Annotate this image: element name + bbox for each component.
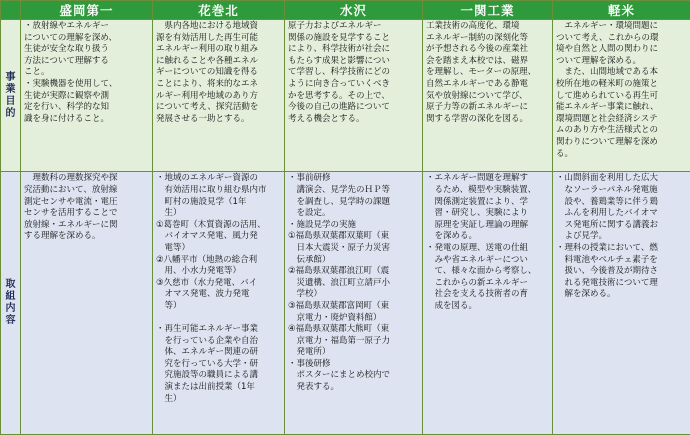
cell-text-line: バイオマス発電、風力発	[156, 231, 258, 242]
cell-text-line: ついて考え、これからの環	[556, 32, 659, 43]
row-label-char: 的	[5, 107, 16, 119]
cell-text-line: かを思考する。その上で、	[288, 90, 390, 101]
cell-text-line: ポスターにまとめ校内で	[288, 370, 391, 381]
activity-cell	[553, 172, 690, 435]
cell-text-line: 定を行い、科学的な知	[24, 102, 110, 113]
cell-text-line: なソーラーパネル発電施	[556, 184, 658, 195]
cell-text-line: ス発電所に関する講義お	[556, 219, 659, 230]
cell-text-line: センサを活用することで	[24, 208, 118, 219]
cell-text-line: ・地域のエネルギー資源の	[156, 173, 259, 184]
cell-text-line: 測定センサや電流・電圧	[24, 196, 118, 207]
row-label-char: 目	[5, 95, 16, 107]
cell-text-line: 電等）	[156, 242, 191, 253]
cell-text-line: 体、エネルギー関連の研	[156, 347, 259, 358]
cell-text-line: 講演会、見学先のＨＰ等	[288, 184, 391, 195]
cell-text-line: ③福島県双葉郡富岡町（東	[288, 300, 390, 311]
cell-text-line: ふんを利用したバイオマ	[556, 208, 658, 219]
cell-text-line: 有効活用に取り組む県内市	[156, 184, 267, 195]
cell-text-line: 町村の施設見学（1年	[156, 196, 247, 207]
header-row	[1, 1, 690, 20]
cell-text-line: みや省エネルギーについ	[426, 254, 528, 265]
cell-text-line: 関係測定装置により、学	[426, 196, 529, 207]
row-label-char: 内	[5, 303, 16, 315]
cell-text-line: 扱い、今後普及が期待さ	[556, 266, 659, 277]
cell-text-line: ②八幡平市（地熱の総合利	[156, 254, 258, 265]
cell-text-line: 工業技術の高度化、環境	[426, 21, 520, 32]
cell-text-line: 演または出前授業（1年	[156, 382, 255, 393]
cell-text-line: についての理解を深め、	[24, 32, 117, 43]
cell-text-line: ことにより、将来的なエネ	[156, 79, 259, 89]
cell-text-line: ・事前研修	[288, 173, 331, 184]
cell-text-line: 京電力・福島第一原子力	[288, 335, 391, 346]
cell-text-line: 環境問題と社会経済システ	[556, 113, 658, 124]
header-school: 盛岡第一	[21, 1, 153, 20]
cell-text-line: て学習し、科学技術にどの	[288, 67, 391, 78]
cell-text-line: 日本大震災・原子力災害	[288, 242, 391, 253]
cell-text-line: 究を行っている大学・研	[156, 358, 259, 369]
cell-text-line: ・事後研修	[288, 358, 331, 369]
cell-text-line	[156, 313, 281, 325]
purpose-cell	[153, 20, 285, 172]
cell-text-line: ・理科の授業において、燃	[556, 242, 658, 253]
cell-text-line: 関係の施設を見学すること	[288, 32, 391, 43]
cell-text-line: 発電所）	[288, 347, 331, 358]
row-label-purpose	[1, 20, 21, 172]
table-row-activities	[1, 172, 690, 435]
cell-text-line: 放射線・エネルギーに関	[24, 219, 118, 230]
activity-cell	[21, 172, 153, 435]
cell-text-line: エネルギー制約の深刻化等	[426, 32, 529, 43]
cell-text-line: 京電力・廃炉資料館）	[288, 312, 382, 323]
purpose-cell	[285, 20, 423, 172]
cell-text-line: 究活動において、放射線	[24, 184, 118, 195]
cell-text-line: これからの新エネルギー	[426, 277, 529, 288]
cell-text-line: ①福島県双葉郡双葉町（東	[288, 231, 390, 242]
cell-text-line: 方法について理解する	[24, 55, 109, 66]
cell-text-line: よび見学。	[556, 231, 608, 242]
cell-text-line: 生徒が実際に観察や測	[24, 90, 110, 101]
header-school: 水沢	[285, 1, 423, 20]
cell-text-line: 会を踏まえ本校では、磁界	[426, 55, 529, 66]
cell-text-line: 成を図る。	[426, 300, 478, 311]
cell-text-line: を行っている企業や自治	[156, 335, 259, 346]
cell-text-line: 識を身に付けること。	[24, 113, 110, 124]
cell-text-line: 災遺構、浪江町立請戸小	[288, 277, 391, 288]
cell-text-line: ・発電の原理、送電の仕組	[426, 242, 529, 253]
cell-text-line: 究施設等の職員による講	[156, 370, 259, 381]
cell-text-line: ように向き合っていくべき	[288, 79, 391, 89]
header-school: 花巻北	[153, 1, 285, 20]
cell-text-line: に触れることや各種エネル	[156, 55, 259, 66]
cell-text-line: ④福島県双葉郡大熊町（東	[288, 324, 390, 335]
cell-text-line: 境や自然と人間の関わりに	[556, 44, 659, 55]
header-school: 軽米	[553, 1, 690, 20]
cell-text-line: 関わりについて理解を深め	[556, 136, 658, 147]
cell-text-line: 設や、養鶏業等に伴う鶏	[556, 196, 658, 207]
activity-cell	[285, 172, 423, 435]
purpose-cell	[423, 20, 553, 172]
cell-text-line: て、様々な面から考察し、	[426, 266, 537, 277]
cell-text-line: が予想される今後の産業社	[426, 44, 529, 55]
cell-text-line: 社会を支える技術者の育	[426, 289, 529, 300]
cell-text-line: 学校）	[288, 289, 323, 300]
corner-cell	[1, 1, 21, 20]
cell-text-line: ついて理解を深める。	[556, 55, 642, 66]
cell-text-line: 源を有効活用した再生可能	[156, 32, 259, 43]
cell-text-line: 発展させる一助とする。	[156, 113, 250, 124]
cell-text-line: るため、模型や実験装置、	[426, 184, 537, 195]
cell-text-line: ・エネルギー問題を理解す	[426, 173, 529, 184]
purpose-cell	[21, 20, 153, 172]
cell-text-line: 伝承館）	[288, 254, 331, 265]
cell-text-line: れる発電技術について理	[556, 277, 658, 288]
cell-text-line: 原子力等の新エネルギーに	[426, 102, 529, 113]
row-label-char: 事	[5, 71, 16, 83]
cell-text-line: 能エネルギー事業に触れ、	[556, 102, 659, 113]
cell-text-line: ②福島県双葉郡浪江町（震	[288, 266, 390, 277]
cell-text-line: ①葛巻町（木質資源の活用、	[156, 219, 266, 230]
header-school: 一関工業	[423, 1, 553, 20]
purpose-cell	[553, 20, 690, 172]
cell-text-line: により、科学技術が社会に	[288, 44, 391, 55]
cell-text-line: る。	[556, 148, 574, 159]
row-label-char: 組	[5, 291, 16, 303]
cell-text-line: 習・研究し、実験により	[426, 208, 529, 219]
row-label-char: 取	[5, 279, 16, 291]
cell-text-line: 用、小水力発電等）	[156, 266, 242, 277]
row-label-char: 容	[5, 315, 16, 327]
table-row-purpose	[1, 20, 690, 172]
cell-text-line: エネルギー・環境問題に	[556, 21, 659, 32]
cell-text-line: を設定。	[288, 208, 331, 219]
cell-text-line: 原子力およびエネルギー	[288, 21, 382, 32]
cell-text-line: 生）	[156, 393, 182, 404]
activity-cell	[423, 172, 553, 435]
cell-text-line: 料電池やペルチェ素子を	[556, 254, 658, 265]
cell-text-line: 生徒が安全な取り扱う	[24, 44, 110, 55]
cell-text-line: 考える機会とする。	[288, 113, 365, 124]
cell-text-line: 関する学習の深化を図る。	[426, 113, 529, 124]
cell-text-line: こと。	[24, 67, 50, 78]
cell-text-line: 解を深める。	[556, 289, 616, 300]
cell-text-line: について考え、探究活動を	[156, 102, 259, 113]
cell-text-line: して進められている再生可	[556, 90, 659, 101]
row-label-char: 業	[5, 83, 16, 95]
cell-text-line: する理解を深める。	[24, 231, 101, 242]
cell-text-line: 生）	[156, 208, 182, 219]
cell-text-line: 気や放射線について学び、	[426, 90, 528, 101]
cell-text-line: ギーについての知識を得る	[156, 67, 258, 78]
cell-text-line: ③久慈市（水力発電、バイ	[156, 277, 258, 288]
cell-text-line: ・山間斜面を利用した広大	[556, 173, 659, 184]
cell-text-line: 原理を実証し理論の理解	[426, 219, 529, 230]
cell-text-line: ・再生可能エネルギー事業	[156, 324, 259, 335]
cell-text-line: ・実験機器を使用して、	[24, 79, 118, 89]
cell-text-line: ・放射線やエネルギー	[24, 21, 110, 32]
cell-text-line: また、山間地域である本	[556, 67, 659, 78]
cell-text-line: を調査し、見学時の課題	[288, 196, 391, 207]
cell-text-line: を理解し、モーターの原理、	[426, 67, 537, 78]
cell-text-line: 自然エネルギーである静電	[426, 79, 529, 89]
cell-text-line: ・施設見学の実施	[288, 219, 357, 230]
cell-text-line: ルギー利用や地域のあり方	[156, 90, 259, 101]
cell-text-line: 発表する。	[288, 382, 340, 393]
cell-text-line: 等）	[156, 300, 182, 311]
cell-text-line: エネルギー利用の取り組み	[156, 44, 259, 55]
row-label-activities	[1, 172, 21, 435]
cell-text-line: ムのあり方や生活様式との	[556, 125, 659, 136]
cell-text-line: を深める。	[426, 231, 478, 242]
cell-text-line: オマス発電、波力発電	[156, 289, 250, 300]
cell-text-line: 校所在地の軽米町の施策と	[556, 79, 659, 89]
activity-cell	[153, 172, 285, 435]
cell-text-line: 今後の自己の進路について	[288, 102, 390, 113]
cell-text-line: 県内各地における地域資	[156, 21, 259, 32]
cell-text-line: もたらす成果と影響につい	[288, 55, 390, 66]
cell-text-line: 理数科の理数探究や探	[24, 173, 118, 184]
